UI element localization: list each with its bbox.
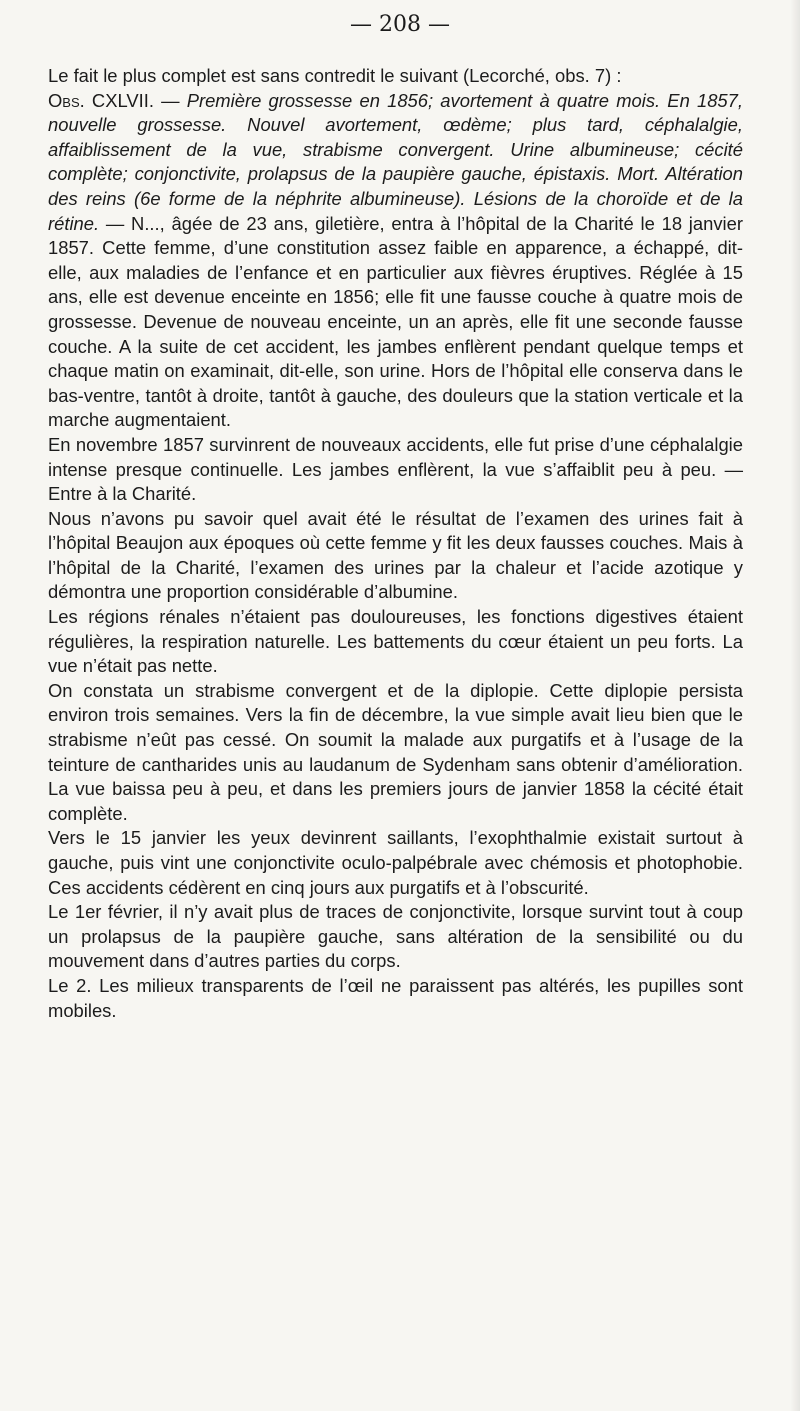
paragraph-february: Le 1er février, il n’y avait plus de traces de conjonctivite, lorsque survint tout à coup un prolapsus de la paupière gauche, sans altération de la sensibilité ou du mouvement dans d’autres parties du corps.: [48, 901, 743, 972]
paragraph-eye-media: Le 2. Les milieux transparents de l’œil ne paraissent pas altérés, les pupilles sont mobiles.: [48, 974, 743, 1021]
paragraph-strabismus: On constata un strabisme convergent et de la diplopie. Cette diplopie persista environ trois semaines. Vers la fin de décembre, la vue simple avait lieu bien que le strabisme n’eût pas cessé. On soumit la malade aux purgatifs et à l’usage de la teinture de cantharides unis au laudanum de Sydenham sans obtenir d’amélioration. La vue baissa peu à peu, et dans les premiers jours de janvier 1858 la cécité était complète.: [48, 679, 743, 824]
observation-label: Obs. CXLVII. —: [48, 89, 187, 111]
paragraph-urine-exam: Nous n’avons pu savoir quel avait été le résultat de l’examen des urines fait à l’hôpital Beaujon aux époques où cette femme y fit les deux fausses couches. Mais à l’hôpital de la Charité, l’examen des urines par la chaleur et l’acide azotique y démontra une proportion considérable d’albumine.: [48, 507, 743, 603]
observation-paragraph: [48, 89, 743, 433]
intro-paragraph: Le fait le plus complet est sans contredit le suivant (Lecorché, obs. 7) :: [48, 65, 622, 86]
paragraph-renal: Les régions rénales n’étaient pas douloureuses, les fonctions digestives étaient régulières, la respiration naturelle. Les battements du cœur étaient un peu forts. La vue n’était pas nette.: [48, 606, 743, 677]
paragraph-november: En novembre 1857 survinrent de nouveaux accidents, elle fut prise d’une céphalalgie intense presque continuelle. Les jambes enflèrent, la vue s’affaiblit peu à peu. — Entre à la Charité.: [48, 433, 743, 505]
page-edge-shadow: [790, 0, 800, 1411]
page-number: — 208 —: [350, 12, 450, 37]
body-text: [48, 64, 743, 1023]
observation-summary: Première grossesse en 1856; avortement à quatre mois. En 1857, nouvelle grossesse. Nouvel avortement, œdème; plus tard, céphalalgie, affaiblissement de la vue, strabisme convergent. Urine albumineuse; cécité complète; conjonctivite, prolapsus de la paupière gauche, épistaxis. Mort. Altération des reins (6e forme de la néphrite albumineuse). Lésions de la choroïde et de la rétine.: [48, 89, 743, 234]
paragraph-exophthalmia: Vers le 15 janvier les yeux devinrent saillants, l’exophthalmie existait surtout à gauche, puis vint une conjonctivite oculo-palpébrale avec chémosis et photophobie. Ces accidents cédèrent en cinq jours aux purgatifs et à l’obscurité.: [48, 827, 743, 898]
observation-history: — N..., âgée de 23 ans, giletière, entra à l’hôpital de la Charité le 18 janvier 1857. Cette femme, d’une constitution assez faible en apparence, a échappé, dit-elle, aux maladies de l’enfance et en particulier aux fièvres éruptives. Réglée à 15 ans, elle est devenue enceinte en 1856; elle fit une fausse couche à quatre mois de grossesse. Devenue de nouveau enceinte, un an après, elle fit une seconde fausse couche. A la suite de cet accident, les jambes enflèrent pendant quelque temps et chaque matin on examinait, dit-elle, son urine. Hors de l’hôpital elle conserva dans le bas-ventre, tantôt à droite, tantôt à gauche, des douleurs que la station verticale et la marche augmentaient.: [48, 212, 743, 431]
